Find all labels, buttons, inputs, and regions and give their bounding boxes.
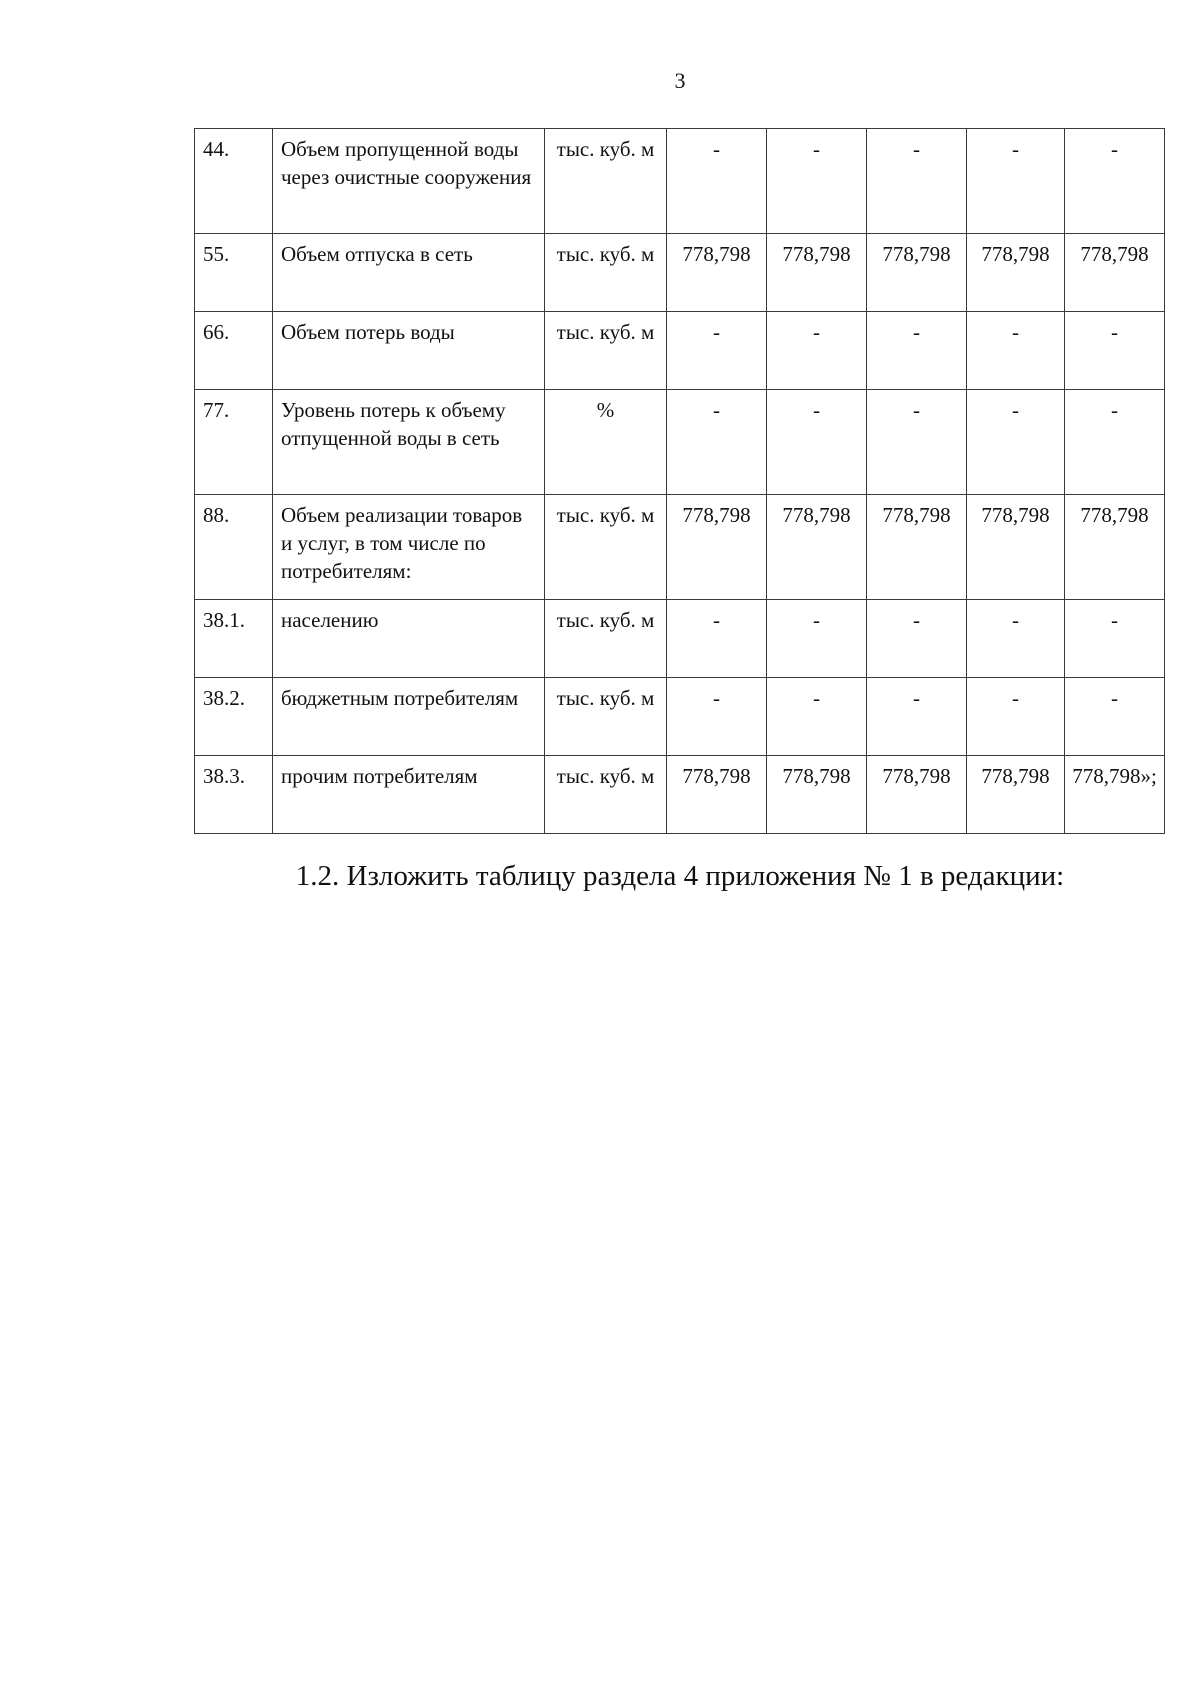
row-value: -: [867, 129, 967, 234]
row-unit: тыс. куб. м: [545, 756, 667, 834]
row-name: Объем отпуска в сеть: [273, 234, 545, 312]
row-number: 44.: [195, 129, 273, 234]
page-number: 3: [674, 68, 686, 93]
row-value: -: [667, 678, 767, 756]
row-value: -: [867, 600, 967, 678]
row-unit: тыс. куб. м: [545, 495, 667, 600]
row-value: 778,798: [1065, 234, 1165, 312]
table-row: [195, 234, 1165, 312]
row-value: -: [667, 390, 767, 495]
table-row: [195, 129, 1165, 234]
row-value: -: [667, 312, 767, 390]
row-value: 778,798: [767, 756, 867, 834]
row-unit: тыс. куб. м: [545, 678, 667, 756]
row-value: -: [967, 312, 1065, 390]
row-value: 778,798: [967, 495, 1065, 600]
row-value: -: [1065, 390, 1165, 495]
data-table: [194, 128, 1165, 834]
row-value: -: [667, 600, 767, 678]
row-value: -: [1065, 129, 1165, 234]
row-value: -: [867, 312, 967, 390]
row-name: Объем потерь воды: [273, 312, 545, 390]
row-value: -: [1065, 312, 1165, 390]
row-unit: %: [545, 390, 667, 495]
row-name: бюджетным потребителям: [273, 678, 545, 756]
row-unit: тыс. куб. м: [545, 600, 667, 678]
row-unit: тыс. куб. м: [545, 129, 667, 234]
row-value: 778,798: [667, 756, 767, 834]
row-number: 38.2.: [195, 678, 273, 756]
table-row: [195, 600, 1165, 678]
row-value: -: [767, 129, 867, 234]
row-number: 88.: [195, 495, 273, 600]
row-value: -: [767, 312, 867, 390]
row-value: -: [967, 600, 1065, 678]
row-value: -: [767, 390, 867, 495]
row-value: 778,798: [867, 495, 967, 600]
row-number: 38.1.: [195, 600, 273, 678]
row-name: Объем пропущенной воды через очистные сооружения: [273, 129, 545, 234]
row-value: 778,798: [667, 495, 767, 600]
row-value: -: [1065, 678, 1165, 756]
table-row: [195, 495, 1165, 600]
row-value: 778,798: [767, 495, 867, 600]
row-value: 778,798: [967, 234, 1065, 312]
row-value: -: [767, 678, 867, 756]
row-name: населению: [273, 600, 545, 678]
row-value: 778,798: [967, 756, 1065, 834]
row-value: -: [1065, 600, 1165, 678]
row-value: -: [867, 678, 967, 756]
row-value: -: [967, 678, 1065, 756]
row-number: 55.: [195, 234, 273, 312]
row-value: -: [967, 390, 1065, 495]
row-value: -: [967, 129, 1065, 234]
row-unit: тыс. куб. м: [545, 234, 667, 312]
row-value: 778,798»;: [1065, 756, 1165, 834]
table-row: [195, 678, 1165, 756]
row-number: 38.3.: [195, 756, 273, 834]
table-row: [195, 312, 1165, 390]
row-value: -: [667, 129, 767, 234]
row-value: 778,798: [867, 234, 967, 312]
table-row: [195, 390, 1165, 495]
section-instruction-text: 1.2. Изложить таблицу раздела 4 приложения № 1 в редакции:: [295, 860, 1065, 892]
row-value: 778,798: [867, 756, 967, 834]
row-value: 778,798: [1065, 495, 1165, 600]
row-name: Уровень потерь к объему отпущенной воды в сеть: [273, 390, 545, 495]
table-row: [195, 756, 1165, 834]
row-name: Объем реализации товаров и услуг, в том числе по потребителям:: [273, 495, 545, 600]
row-value: 778,798: [767, 234, 867, 312]
row-unit: тыс. куб. м: [545, 312, 667, 390]
row-number: 66.: [195, 312, 273, 390]
row-value: -: [867, 390, 967, 495]
row-number: 77.: [195, 390, 273, 495]
row-value: -: [767, 600, 867, 678]
row-value: 778,798: [667, 234, 767, 312]
row-name: прочим потребителям: [273, 756, 545, 834]
